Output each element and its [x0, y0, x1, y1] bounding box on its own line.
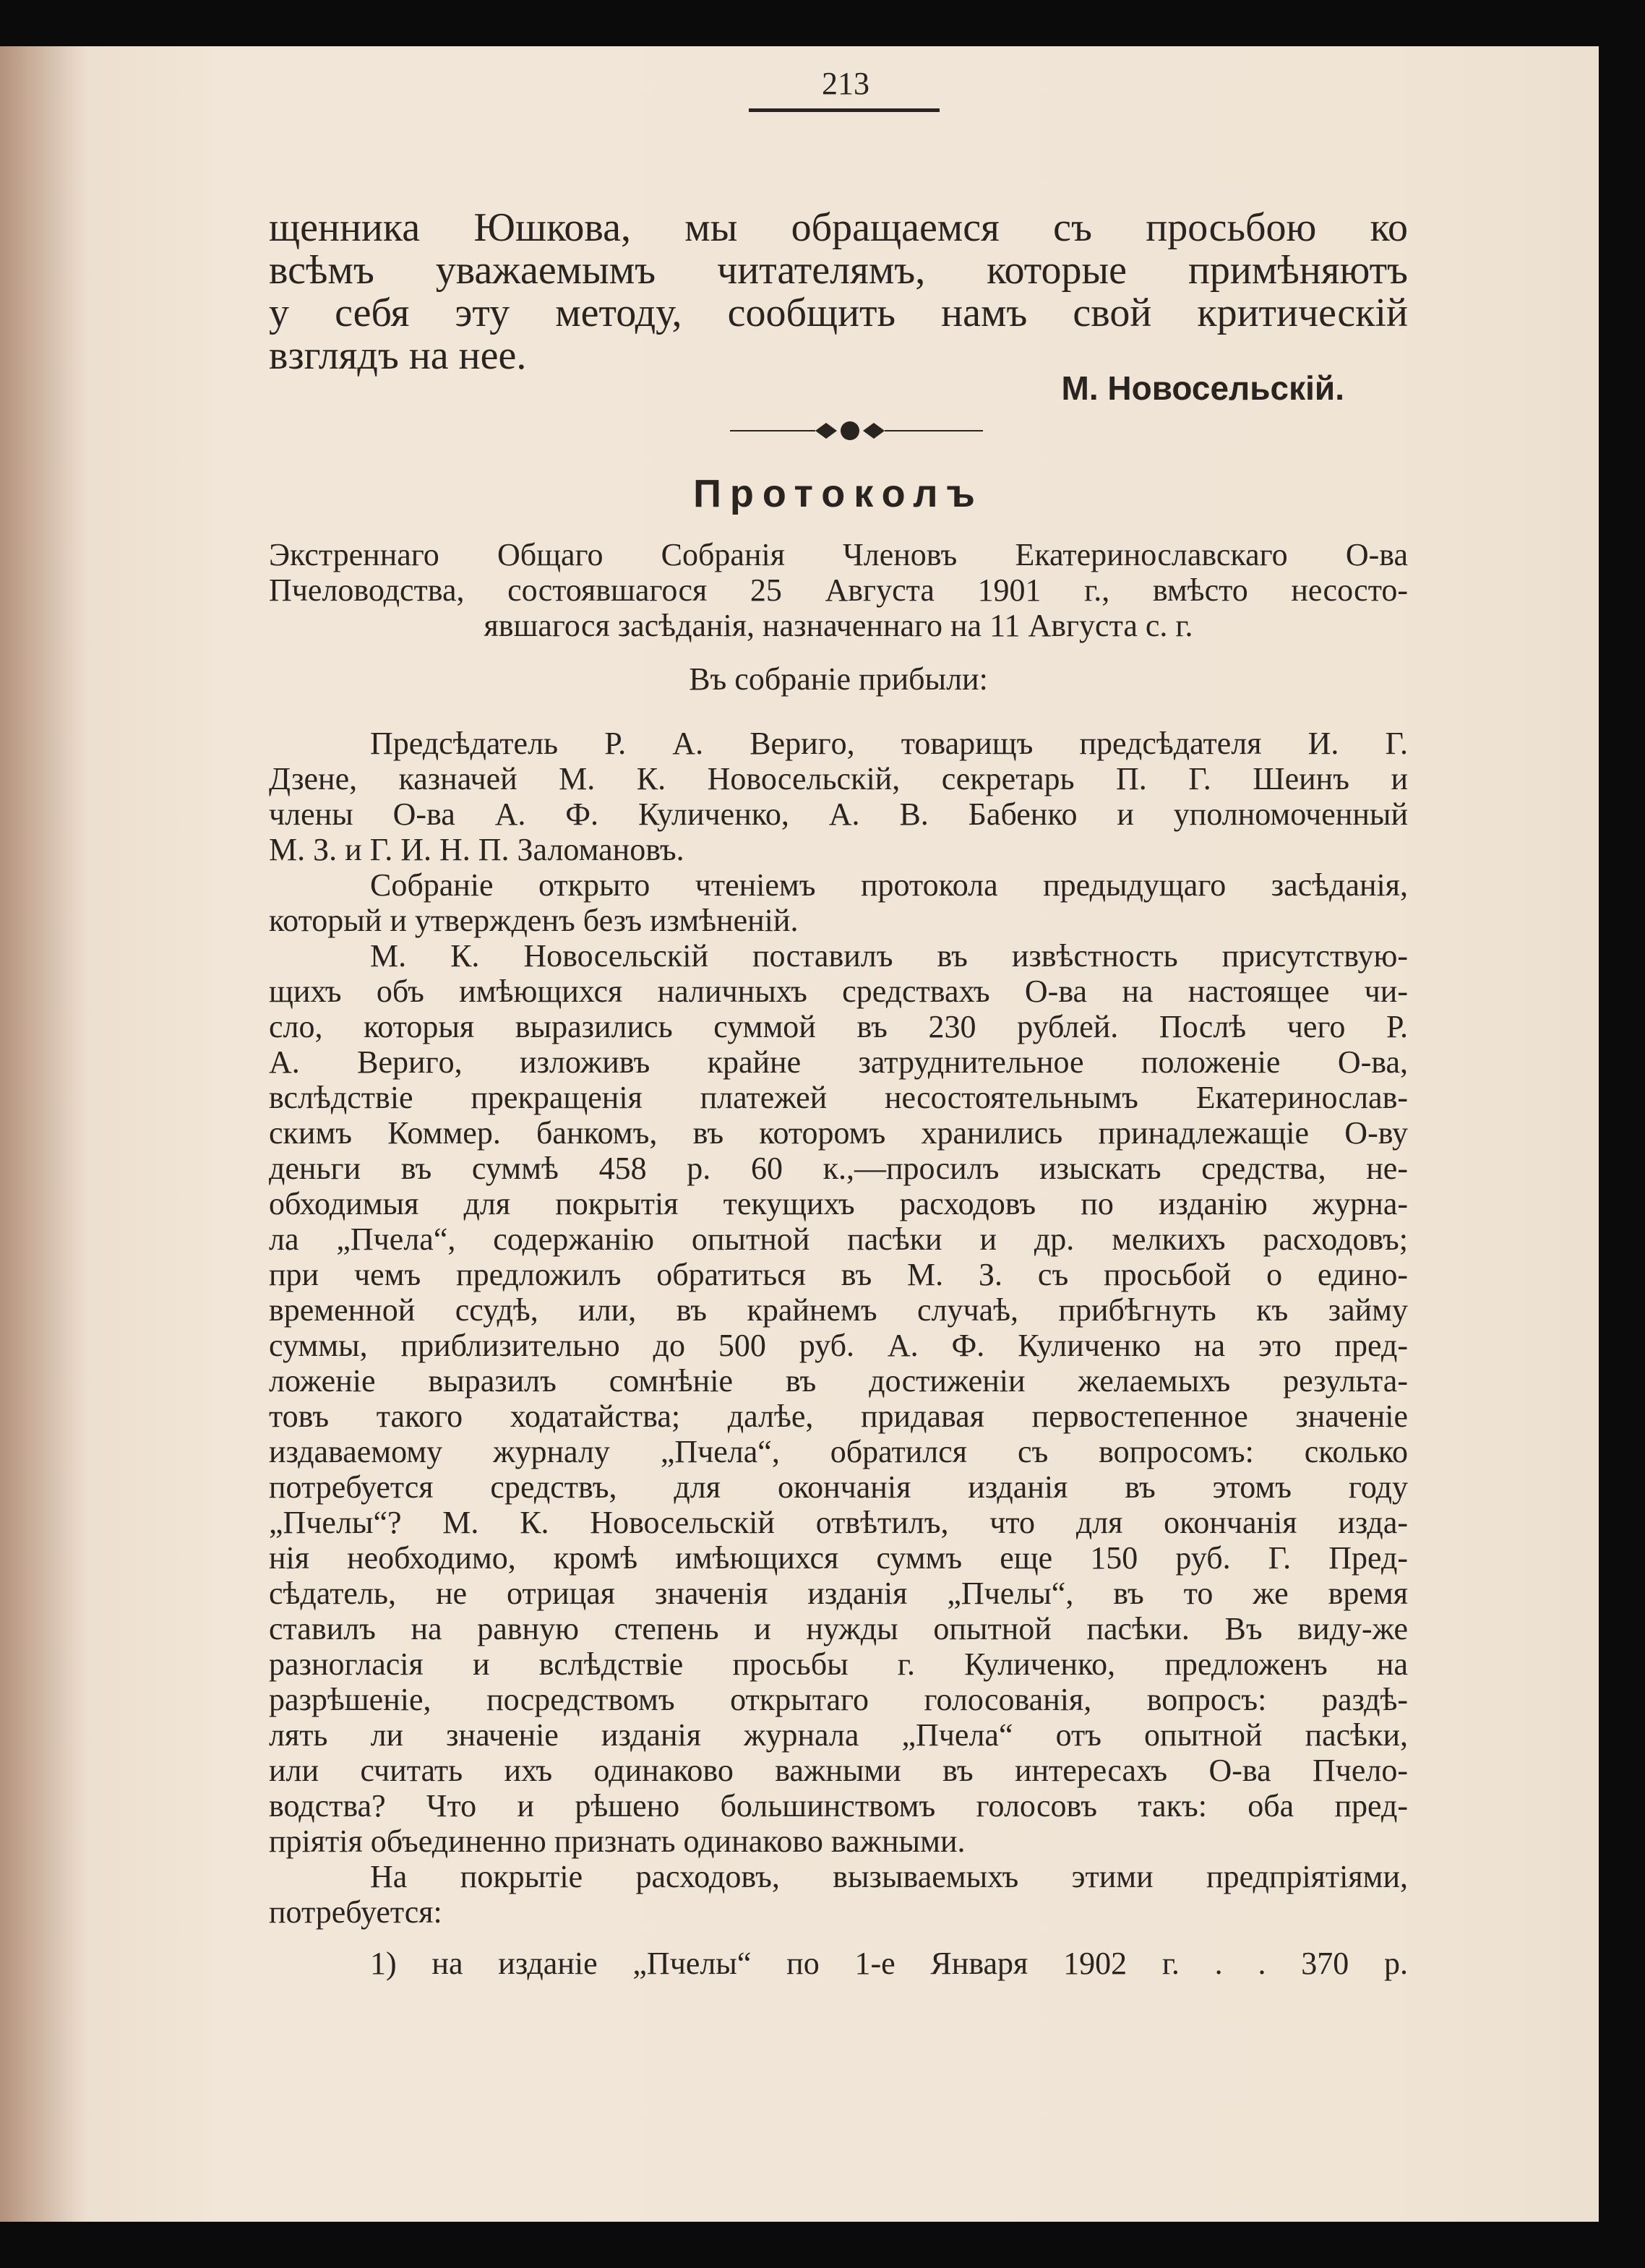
body-line: На покрытіе расходовъ, вызываемыхъ этими предпріятіями,: [370, 1859, 1408, 1894]
body-line: при чемъ предложилъ обратиться въ М. З. съ просьбой о едино-: [269, 1257, 1408, 1292]
body-line: вслѣдствіе прекращенія платежей несостоятельнымъ Екатеринослав-: [269, 1080, 1408, 1115]
body-line: который и утвержденъ безъ измѣненій.: [269, 903, 799, 938]
body-line: ложеніе выразилъ сомнѣніе въ достиженіи желаемыхъ результа-: [269, 1363, 1408, 1399]
body-line: лять ли значеніе изданія журнала „Пчела“ отъ опытной пасѣки,: [269, 1717, 1408, 1753]
body-line: водства? Что и рѣшено большинствомъ голосовъ такъ: оба пред-: [269, 1788, 1408, 1824]
body-line: временной ссудѣ, или, въ крайнемъ случаѣ, прибѣгнуть къ займу: [269, 1292, 1408, 1328]
body-line: Дзене, казначей М. К. Новосельскій, секретарь П. Г. Шеинъ и: [269, 761, 1408, 796]
body-line: пріятія объединенно признать одинаково важными.: [269, 1824, 966, 1859]
subtitle-line: Пчеловодства, состоявшагося 25 Августа 1901 г., вмѣсто несосто-: [269, 572, 1408, 608]
body-line: нія необходимо, кромѣ имѣющихся суммъ еще 150 руб. Г. Пред-: [269, 1540, 1408, 1576]
intro-line: взглядъ на нее.: [269, 333, 527, 378]
body-line: М. З. и Г. И. Н. П. Заломановъ.: [269, 832, 684, 867]
body-line: скимъ Коммер. банкомъ, въ которомъ хранились принадлежащіе О-ву: [269, 1115, 1408, 1151]
body-line: деньги въ суммѣ 458 р. 60 к.,—просилъ изыскать средства, не-: [269, 1151, 1408, 1186]
body-line: Предсѣдатель Р. А. Веригo, товарищъ предсѣдателя И. Г.: [370, 726, 1408, 761]
body-line: члены О-ва А. Ф. Куличенко, А. В. Бабенко и уполномоченный: [269, 796, 1408, 832]
body-line: щихъ объ имѣющихся наличныхъ средствахъ О-ва на настоящее чи-: [269, 974, 1408, 1009]
author-signature: М. Новосельскій.: [1061, 369, 1344, 407]
body-line: „Пчелы“? М. К. Новосельскій отвѣтилъ, что для окончанія изда-: [269, 1505, 1408, 1540]
body-line: ла „Пчела“, содержанію опытной пасѣки и др. мелкихъ расходовъ;: [269, 1221, 1408, 1257]
page-spine-shadow: [0, 46, 87, 2222]
body-line: разрѣшеніе, посредствомъ открытаго голосованія, вопросъ: раздѣ-: [269, 1682, 1408, 1717]
body-line: или считать ихъ одинаково важными въ интересахъ О-ва Пчело-: [269, 1753, 1408, 1788]
subtitle-line: явшагося засѣданія, назначеннаго на 11 Августа с. г.: [484, 608, 1193, 643]
body-line: потребуется средствъ, для окончанія изданія въ этомъ году: [269, 1469, 1408, 1505]
ornament-divider: [730, 416, 983, 445]
body-line: сѣдатель, не отрицая значенія изданія „Пчелы“, въ то же время: [269, 1576, 1408, 1611]
body-line: потребуется:: [269, 1894, 442, 1930]
body-line: товъ такого ходатайства; далѣе, придавая первостепенное значеніе: [269, 1399, 1408, 1434]
attendance-title: Въ собраніе прибыли:: [689, 661, 988, 697]
page-number: 213: [822, 66, 869, 101]
intro-line: всѣмъ уважаемымъ читателямъ, которые примѣняютъ: [269, 248, 1408, 293]
body-line: обходимыя для покрытія текущихъ расходовъ по изданію журна-: [269, 1186, 1408, 1221]
page-number-rule: [749, 108, 940, 112]
intro-line: щенника Юшкова, мы обращаемся съ просьбою ко: [269, 205, 1408, 250]
subtitle-line: Экстреннаго Общаго Собранія Членовъ Екатеринославскаго О-ва: [269, 537, 1408, 572]
body-line: суммы, приблизительно до 500 руб. А. Ф. Куличенко на это пред-: [269, 1328, 1408, 1363]
body-line: М. К. Новосельскій поставилъ въ извѣстность присутствую-: [370, 938, 1408, 974]
expense-item: 1) на изданіе „Пчелы“ по 1-е Января 1902 г. . . 370 р.: [370, 1946, 1408, 1981]
body-line: разногласія и вслѣдствіе просьбы г. Куличенко, предложенъ на: [269, 1646, 1408, 1682]
body-line: сло, которыя выразились суммой въ 230 рублей. Послѣ чего Р.: [269, 1009, 1408, 1044]
body-line: издаваемому журналу „Пчела“, обратился съ вопросомъ: сколько: [269, 1434, 1408, 1469]
body-line: ставилъ на равную степень и нужды опытной пасѣки. Въ виду-же: [269, 1611, 1408, 1646]
body-line: Собраніе открыто чтеніемъ протокола предыдущаго засѣданія,: [370, 867, 1408, 903]
section-heading: Протоколъ: [693, 472, 984, 515]
body-line: А. Веригo, изложивъ крайне затруднительное положеніе О-ва,: [269, 1044, 1408, 1080]
intro-line: у себя эту методу, сообщить намъ свой критическій: [269, 291, 1408, 335]
